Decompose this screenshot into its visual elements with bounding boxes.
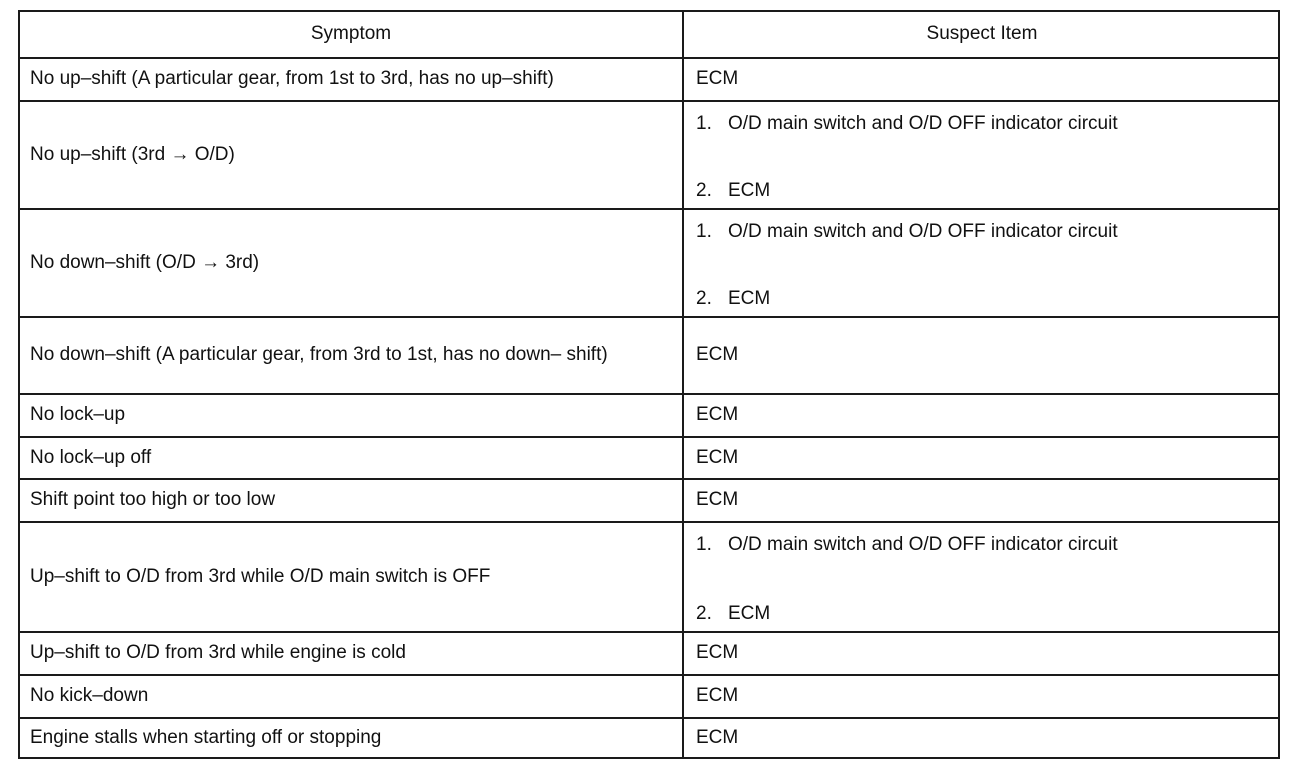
table-row: [20, 521, 1278, 631]
suspect-cell: [684, 523, 1278, 631]
suspect-cell: [684, 102, 1278, 208]
suspect-list-item: 2. ECM: [696, 180, 771, 202]
suspect-cell: ECM: [696, 685, 739, 707]
table-row: [20, 631, 1278, 674]
table-row: [20, 717, 1278, 757]
symptom-cell: No lock–up: [20, 395, 684, 436]
suspect-cell: ECM: [696, 489, 739, 511]
suspect-list-item: 1. O/D main switch and O/D OFF indicator circuit: [696, 221, 1118, 242]
symptom-cell: Up–shift to O/D from 3rd while engine is cold: [20, 633, 684, 674]
suspect-cell: ECM: [696, 404, 739, 426]
table-row: [20, 674, 1278, 717]
symptom-table: [18, 10, 1280, 759]
symptom-cell: No lock–up off: [20, 438, 684, 478]
table-row: [20, 208, 1278, 316]
symptom-cell: No down–shift (A particular gear, from 3rd to 1st, has no down– shift): [20, 318, 684, 393]
suspect-cell: ECM: [696, 446, 739, 468]
table-row: [20, 393, 1278, 436]
symptom-cell: No up–shift (3rd → O/D): [20, 102, 684, 208]
suspect-cell: ECM: [696, 726, 739, 748]
suspect-list-item: 1. O/D main switch and O/D OFF indicator circuit: [696, 534, 1118, 555]
suspect-cell: ECM: [696, 68, 739, 90]
suspect-list-item: 1. O/D main switch and O/D OFF indicator circuit: [696, 113, 1118, 134]
symptom-cell: No down–shift (O/D → 3rd): [20, 210, 684, 316]
header-suspect-item: Suspect Item: [926, 23, 1038, 45]
symptom-cell: No kick–down: [20, 676, 684, 717]
suspect-list-item: 2. ECM: [696, 288, 771, 310]
table-header-row: [20, 12, 1278, 57]
suspect-list-item: 2. ECM: [696, 603, 771, 625]
suspect-cell: ECM: [696, 642, 739, 664]
symptom-cell: Shift point too high or too low: [20, 480, 684, 521]
symptom-cell: Up–shift to O/D from 3rd while O/D main switch is OFF: [20, 523, 684, 631]
table-row: [20, 316, 1278, 393]
symptom-cell: Engine stalls when starting off or stopping: [20, 719, 684, 757]
suspect-cell: [684, 210, 1278, 316]
header-symptom: Symptom: [20, 12, 684, 57]
symptom-cell: No up–shift (A particular gear, from 1st to 3rd, has no up–shift): [20, 59, 684, 100]
table-row: [20, 478, 1278, 521]
table-row: [20, 436, 1278, 478]
table-row: [20, 57, 1278, 100]
suspect-cell: ECM: [696, 344, 739, 366]
table-row: [20, 100, 1278, 208]
